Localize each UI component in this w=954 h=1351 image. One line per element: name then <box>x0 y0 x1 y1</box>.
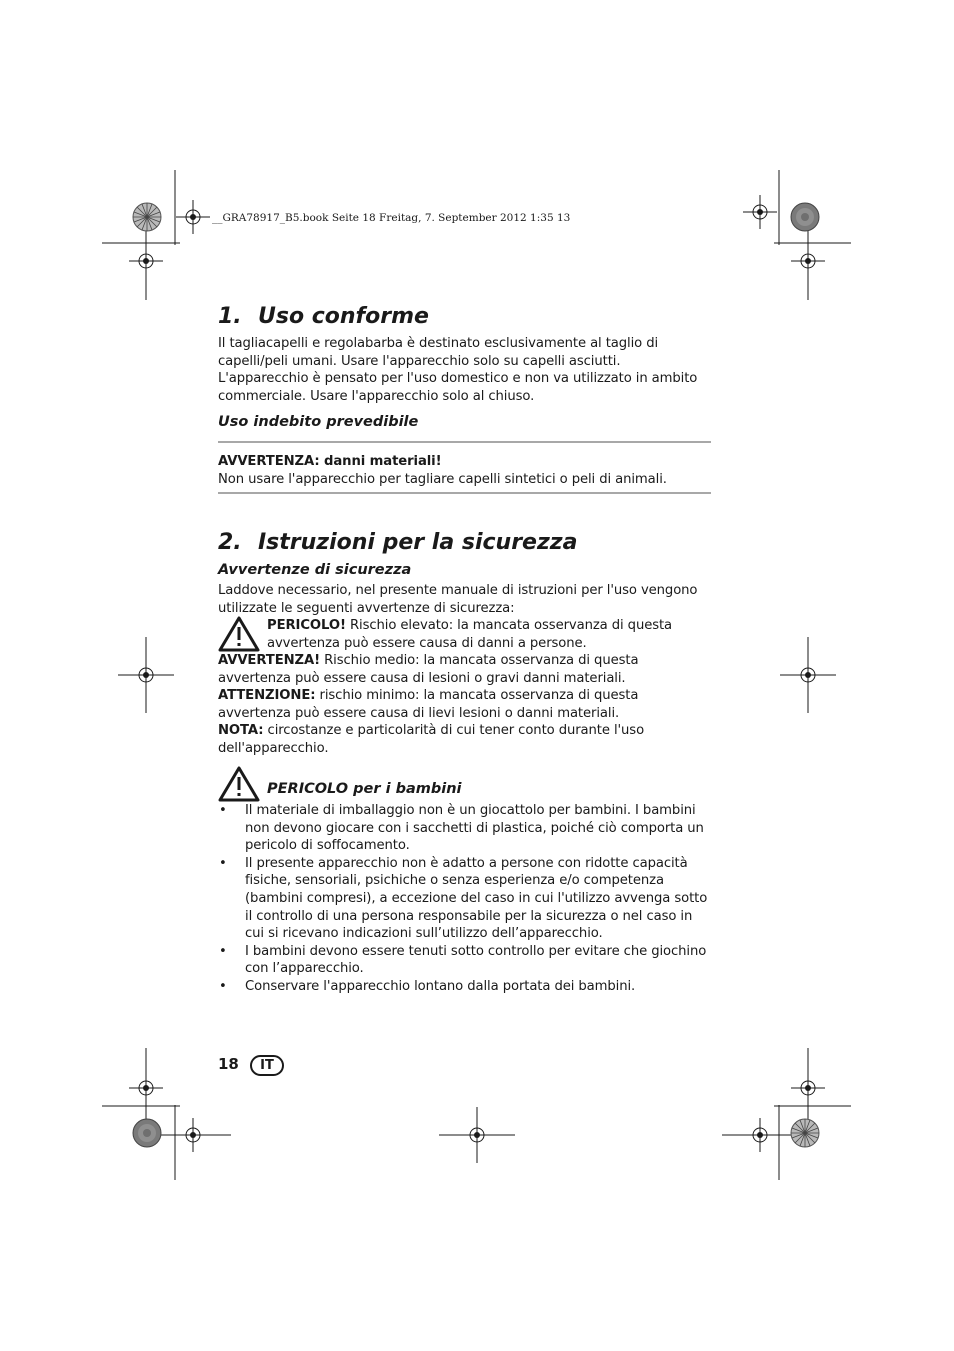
hazard-definitions <box>218 652 712 758</box>
section-1-body <box>218 335 712 405</box>
pericolo-text: Rischio elevato: la mancata osservanza di questa avvertenza può essere causa di danni a persone. <box>267 618 673 651</box>
material-warning-label: AVVERTENZA: danni materiali! <box>218 454 442 469</box>
pericolo-label: PERICOLO! <box>267 618 346 633</box>
section-2-heading <box>218 530 577 556</box>
children-safety-list <box>218 802 712 996</box>
avvertenza-label: AVVERTENZA! <box>218 653 321 668</box>
list-item: • Il materiale di imballaggio non è un giocattolo per bambini. I bambini non devono giocare con i sacchetti di plastica, poiché ciò comporta un pericolo di soffocamento. <box>218 802 712 855</box>
language-badge: IT <box>250 1055 284 1076</box>
attenzione-definition <box>218 687 712 722</box>
material-warning-text: Non usare l'apparecchio per tagliare capelli sintetici o peli di animali. <box>218 471 667 487</box>
attenzione-text: rischio minimo: la mancata osservanza di questa avvertenza può essere causa di lievi lesioni o danni materiali. <box>218 688 639 721</box>
section-1-heading <box>218 304 429 330</box>
warning-box-top-rule <box>218 441 711 443</box>
list-item: • Il presente apparecchio non è adatto a persone con ridotte capacità fisiche, sensoriali, psichiche o senza esperienza e/o competenza (bambini compresi), a eccezione del caso in cui l'utilizzo avvenga sotto il controllo di una persona responsabile per la sicurezza o nel caso in cui si ricevano indicazioni sull’utilizzo dell’apparecchio. <box>218 855 712 943</box>
avvertenza-text: Rischio medio: la mancata osservanza di questa avvertenza può essere causa di lesioni o gravi danni materiali. <box>218 653 639 686</box>
page-number: 18 <box>218 1055 239 1073</box>
section-1-para-1: Il tagliacapelli e regolabarba è destinato esclusivamente al taglio di capelli/peli umani. Usare l'apparecchio solo su capelli asciutti. <box>218 336 659 369</box>
warning-triangle-icon <box>218 766 260 802</box>
section-2-subheading: Avvertenze di sicurezza <box>218 562 412 578</box>
warning-triangle-icon <box>218 616 260 652</box>
print-header: __GRA78917_B5.book Seite 18 Freitag, 7. September 2012 1:35 13 <box>212 212 571 224</box>
attenzione-label: ATTENZIONE: <box>218 688 316 704</box>
list-item: • Conservare l'apparecchio lontano dalla portata dei bambini. <box>218 978 712 996</box>
page-footer <box>218 1055 284 1076</box>
nota-definition <box>218 722 712 757</box>
material-warning <box>218 453 712 488</box>
section-1-para-2: L'apparecchio è pensato per l'uso domestico e non va utilizzato in ambito commerciale. Usare l'apparecchio solo al chiuso. <box>218 371 698 404</box>
section-1-subheading: Uso indebito prevedibile <box>218 414 419 430</box>
section-2-title: Istruzioni per la sicurezza <box>258 530 578 555</box>
nota-label: NOTA: <box>218 723 264 739</box>
children-danger-heading: PERICOLO per i bambini <box>267 781 462 797</box>
list-item: • I bambini devono essere tenuti sotto controllo per evitare che giochino con l’apparecchio. <box>218 943 712 978</box>
section-2-number: 2. <box>218 530 242 555</box>
pericolo-definition <box>267 617 707 652</box>
section-1-title: Uso conforme <box>258 304 429 329</box>
nota-text: circostanze e particolarità di cui tener conto durante l'uso dell'apparecchio. <box>218 723 645 756</box>
warning-box-bottom-rule <box>218 492 711 494</box>
safety-intro: Laddove necessario, nel presente manuale di istruzioni per l'uso vengono utilizzate le seguenti avvertenze di sicurezza: <box>218 583 698 616</box>
section-1-number: 1. <box>218 304 242 329</box>
avvertenza-definition <box>218 652 712 687</box>
